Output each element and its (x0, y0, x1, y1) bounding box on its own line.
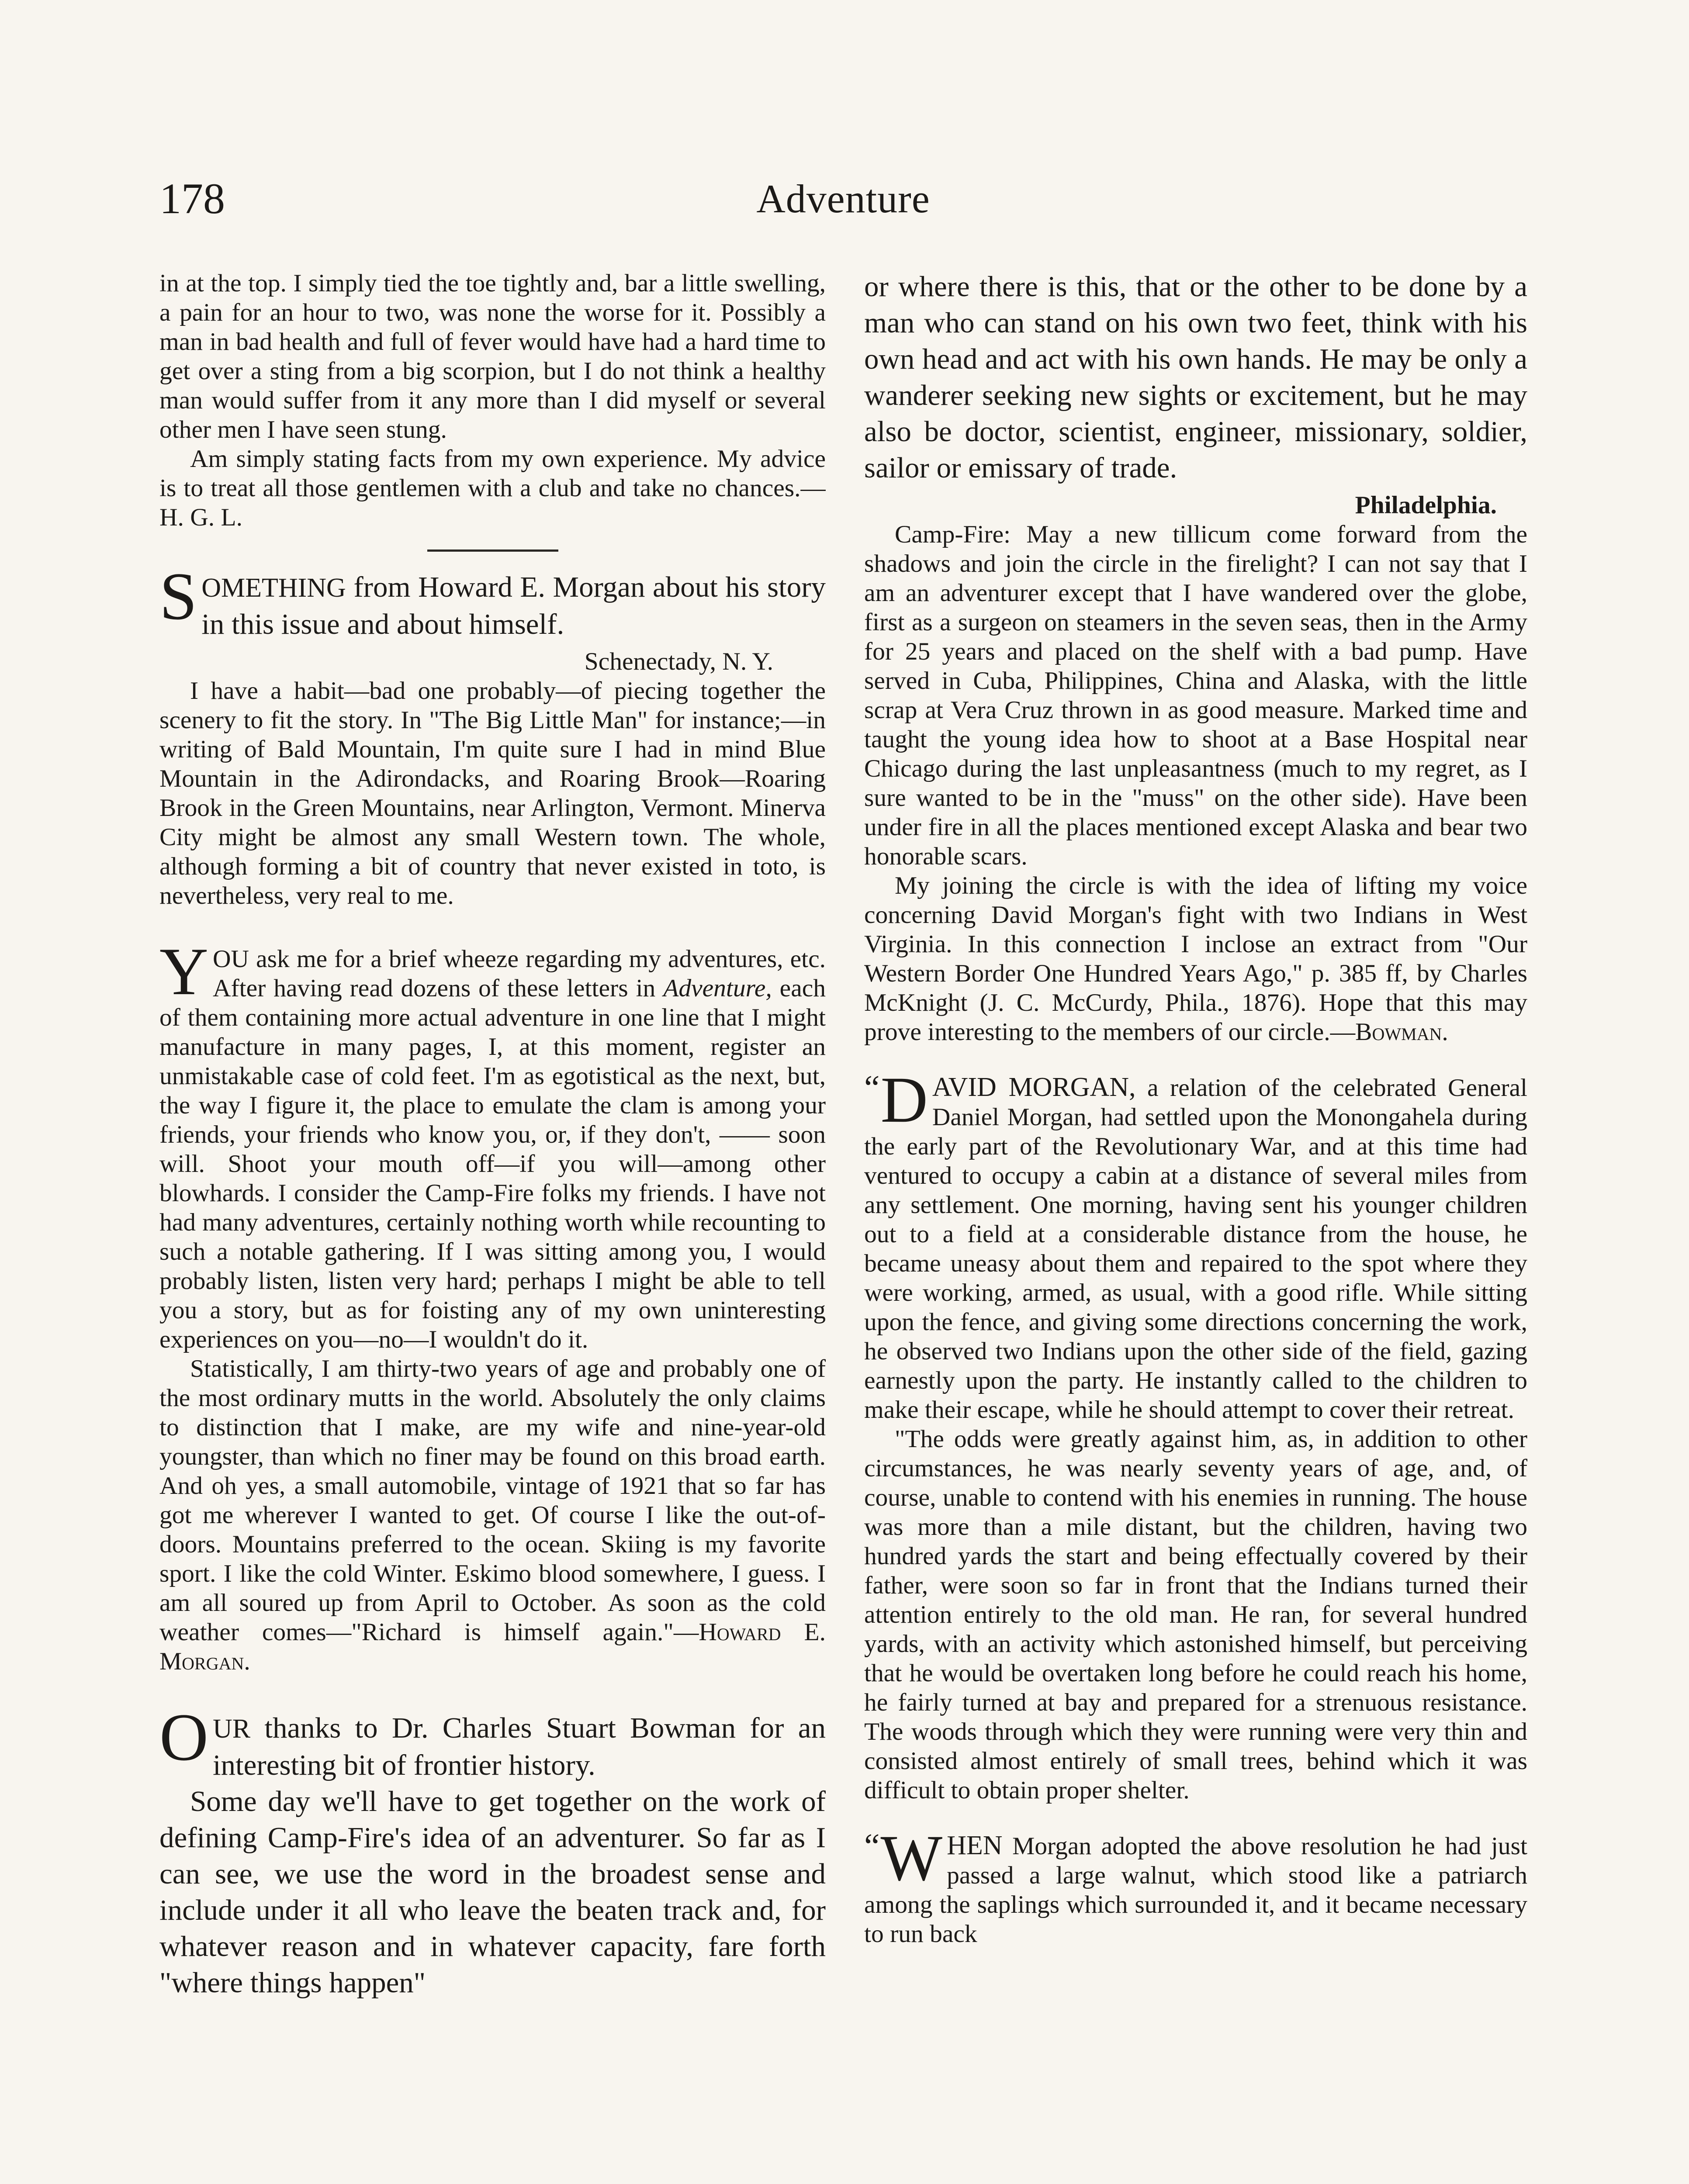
intro-text: from Howard E. Morgan about his story in this issue and about himself. (201, 571, 826, 640)
signature-bowman: Bowman. (1355, 1018, 1448, 1046)
paragraph-scenery: I have a habit—bad one probably—of piecing together the scenery to fit the story. In "The Big Little Man" for instance;—in writing of Bald Mountain, I'm quite sure I had in mind Blue Mountain in the Adirondacks, and Roaring Brook—Roaring Brook in the Green Mountains, near Arlington, Vermont. Minerva City might be almost any small Western town. The whole, although forming a bit of country that never existed in toto, is nevertheless, very real to me. (159, 677, 826, 909)
left-column (159, 269, 826, 2184)
paragraph-scorpion-end: in at the top. I simply tied the toe tightly and, bar a little swelling, a pain for an hour to two, was none the worse for it. Possibly a man in bad health and full of fever would have had a hard time to get over a sting from a big scorpion, but I do not think a healthy man would suffer from it any more than I did myself or several other men I have seen stung. (159, 270, 826, 443)
drop-cap-s: S (159, 559, 197, 634)
section-bowman-thanks: OUR thanks to Dr. Charles Stuart Bowman for an interesting bit of frontier history. (159, 1700, 826, 1781)
running-header (157, 173, 1529, 234)
section-divider (427, 549, 558, 552)
right-column (864, 269, 1527, 2184)
paragraph-tillicum: Camp-Fire: May a new tillicum come forward from the shadows and join the circle in the firelight? I can not say that I am an adventurer except that I have wandered over the globe, first as a surgeon on steamers in the seven seas, then in the Army for 25 years and placed on the shelf with a bad pump. Have served in Cuba, Philippines, China and Alaska, with the little scrap at Vera Cruz thrown in as good measure. Marked time and taught the young idea how to shoot at a Base Hospital near Chicago during the last unpleasantness (much to my regret, as I sure wanted to be in the "muss" on the other side). Have been under fire in all the places mentioned except Alaska and bear two honorable scars. (864, 521, 1527, 870)
paragraph-statistically: Statistically, I am thirty-two years of age and probably one of the most ordinary mutts in the world. Absolutely the only claims to distinction that I make, are my wife and nine-year-old youngster, than which no finer may be found on this broad earth. And oh yes, a small automobile, vintage of 1921 that so far has got me wherever I wanted to get. Of course I like the out-of-doors. Mountains preferred to the ocean. Skiing is my favorite sport. I like the cold Winter. Eskimo blood somewhere, I guess. I am all soured up from April to October. As soon as the cold weather comes—"Richard is himself again."—Howard E. Morgan. (159, 1355, 826, 1675)
paragraph-odds: "The odds were greatly against him, as, in addition to other circumstances, he was nearly seventy years of age, and, of course, unable to contend with his enemies in running. The house was more than a mile distant, but the children, having two hundred yards the start and being effectually covered by their father, were soon so far in front that the Indians turned their attention entirely to the old man. He ran, for several hundred yards, with an activity which astonished himself, but perceiving that he would be overtaken long before he could reach his home, he fairly turned at bay and prepared for a strenuous resistance. The woods through which they were running were very thin and consisted almost entirely of small trees, behind which it was difficult to obtain proper shelter. (864, 1425, 1527, 1804)
section-morgan-intro (159, 559, 826, 643)
paragraph-david-morgan: “ D AVID MORGAN, a relation of the celebrated General Daniel Morgan, had settled upon the Monongahela during the early part of the Revolutionary War, and at this time had ventured to occupy a cabin at a distance of several miles from any settlement. One morning, having sent his younger children out to a field at a considerable distance from the house, he became uneasy about them and repaired to the spot where they were working, armed, as usual, with a good rifle. While sitting upon the fence, and giving some directions concerning the work, he observed two Indians upon the other side of the field, gazing earnestly upon the party. He instantly called to the children to make their escape, while he should attempt to cover their retreat. (864, 1064, 1527, 1424)
paragraph-wheeze: YOU ask me for a brief wheeze regarding my adventures, etc. After having read dozens of these letters in Adventure, each of them containing more actual adventure in one line that I might manufacture in many pages, I, at this moment, register an unmistakable case of cold feet. I'm as egotistical as the next, but, the way I figure it, the place to emulate the clam is among your friends, your friends who know you, or, if they don't, —— soon will. Shoot your mouth off—if you will—among other blowhards. I consider the Camp-Fire folks my friends. I have not had many adventures, certainly nothing worth while recounting to such a notable gathering. If I was sitting among you, I would probably listen, listen very hard; perhaps I might be able to tell you a story, but as for foisting any of my own uninteresting experiences on you—no—I wouldn't do it. (159, 934, 826, 1353)
paragraph-defining-adventurer: Some day we'll have to get together on the work of defining Camp-Fire's idea of an adventurer. So far as I can see, we use the word in the broadest sense and include under it all who leave the beaten track and, for whatever reason and in whatever capacity, fare forth "where things happen" (159, 1785, 826, 1999)
drop-cap-d: D (880, 1064, 928, 1136)
paragraph-advice: Am simply stating facts from my own experience. My advice is to treat all those gentlemen with a club and take no chances.—H. G. L. (159, 445, 826, 531)
running-title: Adventure (756, 176, 930, 221)
drop-cap-y: Y (159, 934, 208, 1009)
paragraph-joining-circle: My joining the circle is with the idea of lifting my voice concerning David Morgan's fight with two Indians in West Virginia. In this connection I inclose an extract from "Our Western Border One Hundred Years Ago," p. 385 ff, by Charles McKnight (J. C. McCurdy, Phila., 1876). Hope that this may prove interesting to the members of our circle.—Bowman. (864, 872, 1527, 1046)
drop-cap-w: W (880, 1822, 943, 1894)
dateline-schenectady: Schenectady, N. Y. (584, 648, 773, 675)
intro-caps: OMETHING (201, 573, 346, 603)
signature-morgan: Howard E. Morgan. (159, 1618, 826, 1675)
paragraph-adventurer-continued: or where there is this, that or the other to be done by a man who can stand on his own two feet, think with his own head and act with his own hands. He may be only a wanderer seeking new sights or excitement, but he may also be doctor, scientist, engineer, missionary, soldier, sailor or emissary of trade. (864, 270, 1527, 484)
page-number: 178 (159, 174, 225, 223)
drop-cap-o: O (159, 1700, 208, 1775)
paragraph-walnut: “ W HEN Morgan adopted the above resolution he had just passed a large walnut, which stood like a patriarch among the saplings which surrounded it, and it became necessary to run back (864, 1822, 1527, 1948)
dateline-philadelphia: Philadelphia. (1355, 491, 1497, 519)
